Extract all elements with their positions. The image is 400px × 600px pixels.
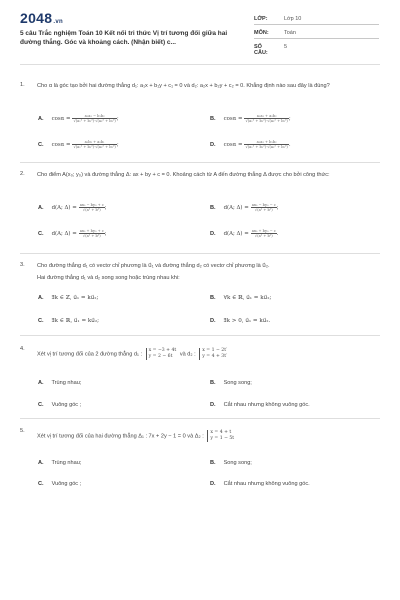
option-letter: C. (38, 230, 44, 237)
option-text: ∃k > 0, u⃗₁ = ku⃗₂. (223, 318, 271, 324)
question-stem (37, 348, 377, 360)
question-5 (20, 428, 380, 448)
option-formula: cosα = $\frac{\text{a₁a₂ + a₂b₂}}{\text{√(a₁² + b₁²)·√(a₂² + b₂²)}}$ ; (223, 114, 291, 123)
question-stem: Cho α là góc tạo bởi hai đường thẳng d₁: a₁x + b₁y + c₁ = 0 và d₂: a₂x + b₂y + c₂ = 0. Khẳng định nào sau đây là đúng? (37, 83, 330, 89)
option-letter: B. (210, 295, 216, 301)
option-text: ∃k ∈ ℤ, u⃗₁ = ku⃗₂; (51, 295, 99, 301)
option-b[interactable] (210, 114, 291, 123)
question-divider (20, 418, 380, 419)
option-formula: d(A; Δ) = $\frac{\text{ax₀ − by₀ − c}}{\text{√(a² + b²)}}$ ; (223, 203, 279, 212)
option-a[interactable] (38, 114, 119, 123)
option-text: ∀k ∈ ℝ, u⃗₁ = ku⃗₂; (223, 295, 272, 301)
subject-value: Toán (284, 30, 296, 36)
stem-mid: và d₂ : (179, 351, 196, 358)
option-letter: D. (210, 230, 216, 237)
option-d[interactable] (210, 481, 310, 487)
option-letter: C. (38, 318, 44, 324)
stem-prefix: Xét vị trí tương đối của 2 đường thẳng d₁ : (37, 351, 143, 358)
equation-system-1: x = −3 + 4t y = 2 − 6t (146, 348, 177, 360)
question-stem-line-1: Cho đường thẳng d₁ có vectơ chỉ phương là u⃗₁ và đường thẳng d₂ có vectơ chỉ phương là u⃗₂. (37, 263, 270, 269)
option-c[interactable] (38, 481, 81, 487)
option-a[interactable] (38, 380, 81, 386)
class-value: Lớp 10 (284, 16, 302, 22)
question-stem-line-2: Hai đường thẳng d₁ và d₂ song song hoặc trùng nhau khi: (37, 275, 180, 281)
option-formula: cosα = $\frac{\text{a₁b₂ + a₂b₁}}{\text{√(a₁² + b₁²)·√(a₂² + b₂²)}}$ ; (51, 140, 119, 149)
option-letter: A. (38, 460, 44, 466)
option-d[interactable] (210, 318, 270, 324)
site-logo[interactable] (20, 10, 63, 26)
option-text: Vuông góc ; (51, 402, 82, 408)
option-formula: cosα = $\frac{\text{a₁a₂ − b₁b₂}}{\text{√(a₁² + b₁²)·√(a₂² + b₂²)}}$ ; (51, 114, 119, 123)
option-text: Vuông góc ; (51, 481, 82, 487)
option-c[interactable] (38, 318, 99, 324)
question-divider (20, 253, 380, 254)
option-d[interactable] (210, 229, 278, 238)
divider (254, 24, 379, 25)
logo-text: 2048 (20, 10, 53, 26)
option-text: Cắt nhau nhưng không vuông góc. (223, 402, 310, 408)
option-text: Song song; (223, 460, 252, 466)
option-letter: A. (38, 295, 44, 301)
option-letter: D. (210, 481, 216, 487)
option-text: Song song; (223, 380, 252, 386)
question-divider (20, 162, 380, 163)
option-letter: D. (210, 141, 216, 148)
option-b[interactable] (210, 380, 252, 386)
subject-label: MÔN: (254, 30, 269, 36)
option-a[interactable] (38, 203, 107, 212)
option-letter: B. (210, 380, 216, 386)
count-value: 5 (284, 44, 288, 50)
option-letter: B. (210, 460, 216, 466)
option-letter: B. (210, 204, 216, 211)
option-letter: A. (38, 380, 44, 386)
worksheet-title: 5 câu Trắc nghiệm Toán 10 Kết nối tri thức Vị trí tương đối giữa hai đường thẳng. Góc và khoảng cách. (Nhận biết) c... (20, 30, 228, 46)
option-text: Trùng nhau; (51, 460, 82, 466)
option-letter: A. (38, 115, 44, 122)
class-label: LỚP: (254, 16, 268, 22)
option-b[interactable] (210, 295, 271, 301)
stem-prefix: Xét vị trí tương đối của hai đường thẳng Δ₁ : 7x + 2y − 1 = 0 và Δ₂ : (37, 433, 204, 440)
question-number: 2. (20, 171, 25, 177)
header-divider (20, 64, 380, 65)
option-d[interactable] (210, 402, 310, 408)
option-c[interactable] (38, 229, 107, 238)
question-divider (20, 335, 380, 336)
option-letter: D. (210, 318, 216, 324)
option-letter: B. (210, 115, 216, 122)
option-b[interactable] (210, 460, 252, 466)
option-d[interactable] (210, 140, 291, 149)
option-letter: C. (38, 141, 44, 148)
option-c[interactable] (38, 140, 119, 149)
option-text: Trùng nhau; (51, 380, 82, 386)
question-number: 3. (20, 262, 25, 268)
option-formula: d(A; Δ) = $\frac{\text{ax₀ + by₀ − c}}{\text{√(a² + b²)}}$ . (223, 229, 279, 238)
divider (254, 38, 379, 39)
equation-system-2: x = 1 − 2t′ y = 4 + 3t′ (199, 348, 227, 360)
question-number: 1. (20, 82, 25, 88)
option-a[interactable] (38, 460, 81, 466)
option-letter: A. (38, 204, 44, 211)
option-text: Cắt nhau nhưng không vuông góc. (223, 481, 310, 487)
option-a[interactable] (38, 295, 98, 301)
option-c[interactable] (38, 402, 81, 408)
question-number: 4. (20, 346, 25, 352)
option-letter: C. (38, 481, 44, 487)
equation-system: x = 4 + t y = 1 − 5t (207, 430, 234, 442)
option-text: ∃k ∈ ℝ, u⃗₁ = ku⃗₂; (51, 318, 99, 324)
question-4 (20, 346, 380, 366)
option-letter: C. (38, 402, 44, 408)
option-formula: cosα = $\frac{\text{a₁a₂ + b₁b₂}}{\text{√(a₁² + b₁²)·√(a₂² + b₂²)}}$ . (223, 140, 291, 149)
option-formula: d(A; Δ) = $\frac{\text{ax₀ − by₀ + c}}{\text{√(a² + b²)}}$ ; (51, 203, 107, 212)
count-label: SỐ CÂU: (254, 44, 268, 56)
question-number: 5. (20, 428, 25, 434)
question-stem: Cho điểm A(x₀; y₀) và đường thẳng Δ: ax + by + c = 0. Khoảng cách từ A đến đường thẳng Δ được cho bởi công thức: (37, 172, 330, 178)
option-b[interactable] (210, 203, 279, 212)
option-letter: D. (210, 402, 216, 408)
question-stem (37, 430, 377, 442)
logo-suffix: .vn (53, 19, 63, 25)
option-formula: d(A; Δ) = $\frac{\text{ax₀ + by₀ + c}}{\text{√(a² + b²)}}$ ; (51, 229, 107, 238)
